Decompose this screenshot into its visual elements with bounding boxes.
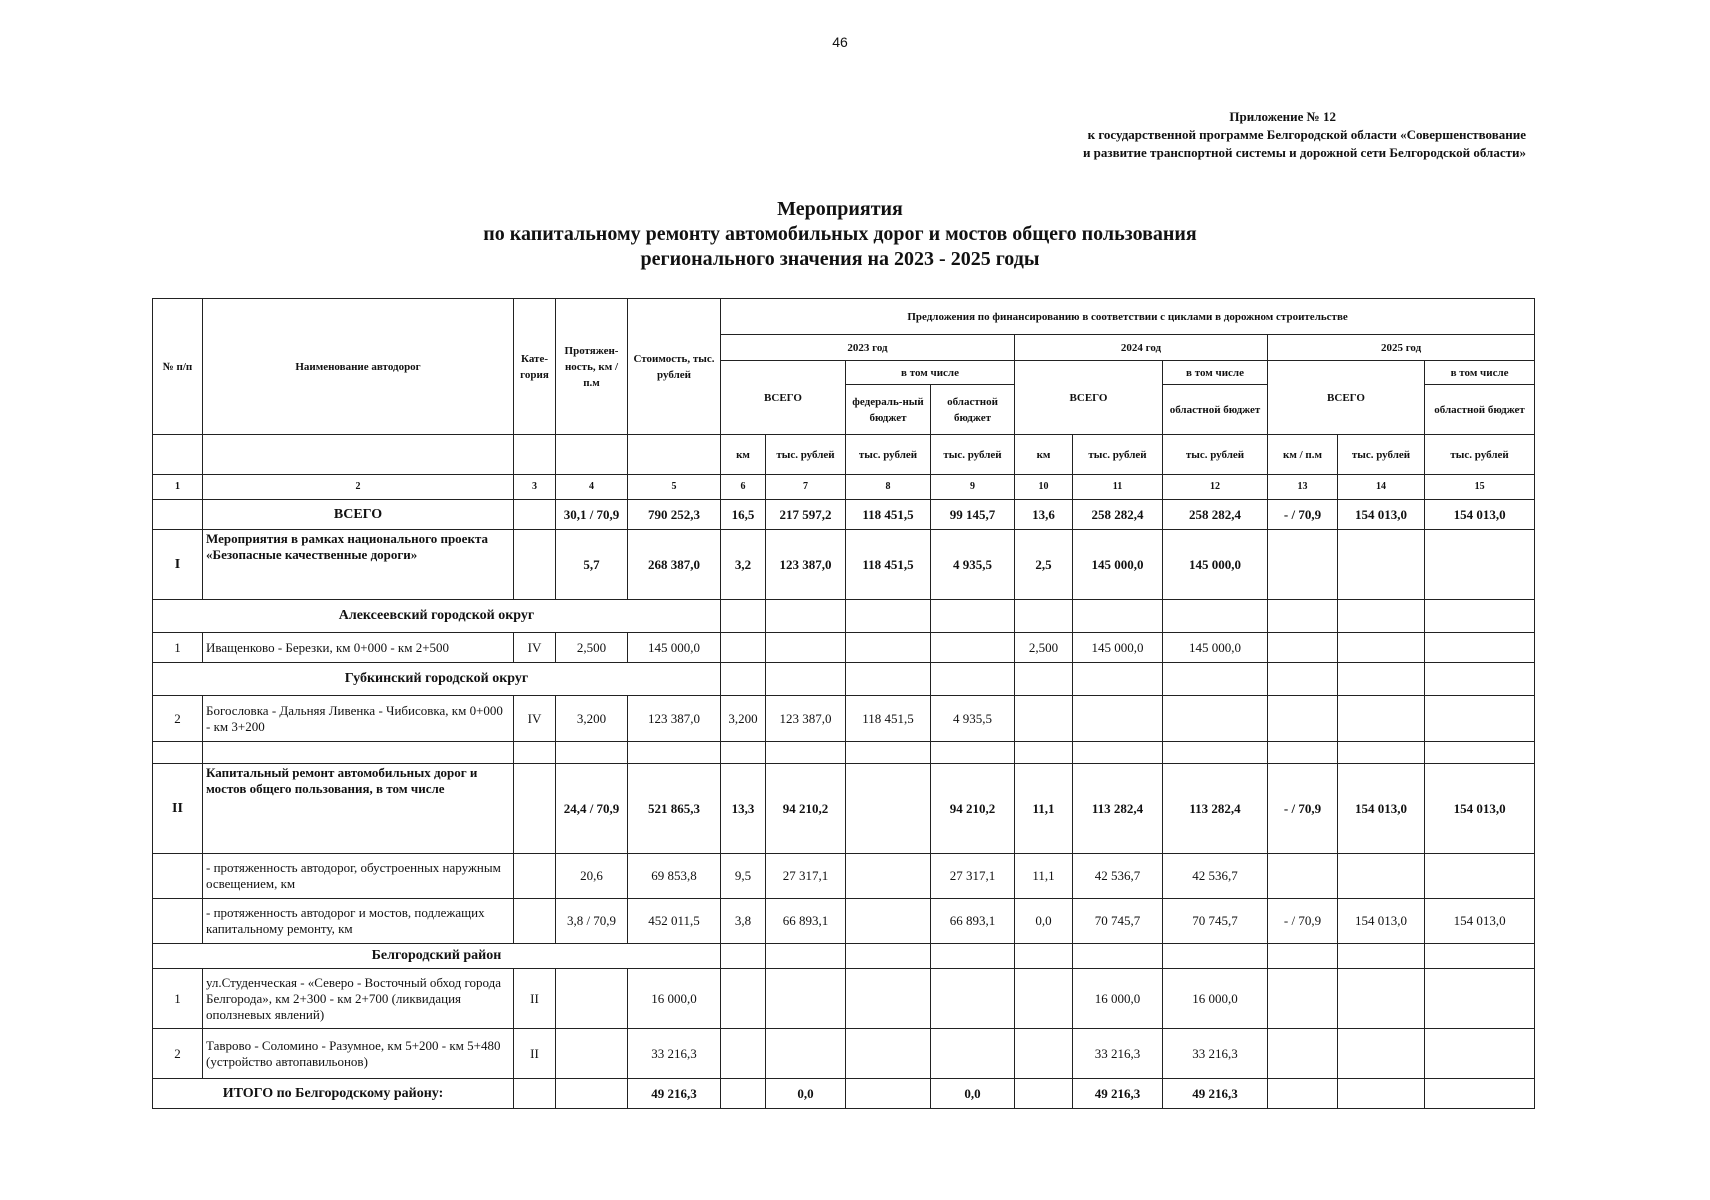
- value-cell: 268 387,0: [628, 530, 721, 600]
- title-line-2: по капитальному ремонту автомобильных дорог и мостов общего пользования: [483, 223, 1197, 245]
- empty-cell: [846, 600, 931, 633]
- unit-cell: [556, 435, 628, 475]
- value-cell: 49 216,3: [628, 1079, 721, 1109]
- appendix-title: Приложение № 12: [1229, 109, 1336, 124]
- table-row: [153, 969, 1535, 1029]
- empty-cell: [1073, 944, 1163, 969]
- row-number: [153, 899, 203, 944]
- header-2024-total: ВСЕГО: [1015, 361, 1163, 435]
- row-number: 2: [153, 1029, 203, 1079]
- value-cell: [721, 633, 766, 663]
- value-cell: 3,8 / 70,9: [556, 899, 628, 944]
- header-2023-incl: в том числе: [846, 361, 1015, 385]
- empty-cell: [1425, 944, 1535, 969]
- roads-table: [152, 298, 1535, 1109]
- table-row: [153, 1029, 1535, 1079]
- empty-cell: [766, 742, 846, 764]
- value-cell: [1425, 1079, 1535, 1109]
- value-cell: - / 70,9: [1268, 764, 1338, 854]
- district-title: Белгородский район: [153, 944, 721, 969]
- table-row: [153, 854, 1535, 899]
- value-cell: [721, 1079, 766, 1109]
- road-name: Капитальный ремонт автомобильных дорог и мостов общего пользования, в том числе: [203, 764, 514, 854]
- header-regional-2025: областной бюджет: [1425, 385, 1535, 435]
- road-name: Таврово - Соломино - Разумное, км 5+200 - км 5+480 (устройство автопавильонов): [203, 1029, 514, 1079]
- empty-cell: [846, 742, 931, 764]
- category: [514, 530, 556, 600]
- value-cell: 24,4 / 70,9: [556, 764, 628, 854]
- value-cell: 5,7: [556, 530, 628, 600]
- value-cell: 3,8: [721, 899, 766, 944]
- value-cell: [1073, 696, 1163, 742]
- value-cell: 154 013,0: [1425, 899, 1535, 944]
- value-cell: 118 451,5: [846, 530, 931, 600]
- district-row: [153, 944, 1535, 969]
- unit-th-rub: тыс. рублей: [1163, 435, 1268, 475]
- category: [514, 764, 556, 854]
- value-cell: [556, 1079, 628, 1109]
- title-line-3: регионального значения на 2023 - 2025 годы: [640, 248, 1040, 270]
- value-cell: [1425, 696, 1535, 742]
- value-cell: [514, 1079, 556, 1109]
- empty-cell: [1425, 663, 1535, 696]
- empty-cell: [721, 663, 766, 696]
- empty-cell: [1268, 742, 1338, 764]
- value-cell: 42 536,7: [1073, 854, 1163, 899]
- value-cell: 42 536,7: [1163, 854, 1268, 899]
- header-regional-2024: областной бюджет: [1163, 385, 1268, 435]
- header-financing: Предложения по финансированию в соответствии с циклами в дорожном строительстве: [721, 299, 1535, 335]
- empty-cell: [1015, 944, 1073, 969]
- value-cell: 70 745,7: [1163, 899, 1268, 944]
- value-cell: 99 145,7: [931, 500, 1015, 530]
- empty-cell: [1015, 663, 1073, 696]
- table-row: [153, 764, 1535, 854]
- value-cell: 123 387,0: [766, 696, 846, 742]
- empty-cell: [203, 742, 514, 764]
- value-cell: 16 000,0: [1163, 969, 1268, 1029]
- empty-cell: [721, 742, 766, 764]
- empty-cell: [1163, 663, 1268, 696]
- empty-cell: [1268, 663, 1338, 696]
- value-cell: 123 387,0: [628, 696, 721, 742]
- value-cell: [1268, 1079, 1338, 1109]
- document-title: [0, 197, 1680, 272]
- empty-cell: [766, 663, 846, 696]
- value-cell: [1268, 1029, 1338, 1079]
- value-cell: 145 000,0: [1163, 530, 1268, 600]
- value-cell: [846, 854, 931, 899]
- value-cell: 258 282,4: [1073, 500, 1163, 530]
- value-cell: 118 451,5: [846, 500, 931, 530]
- col-number: 6: [721, 475, 766, 500]
- unit-km-pm: км / п.м: [1268, 435, 1338, 475]
- value-cell: 790 252,3: [628, 500, 721, 530]
- value-cell: [1338, 1079, 1425, 1109]
- empty-cell: [721, 944, 766, 969]
- appendix-line-1: к государственной программе Белгородской области «Совершенствование: [1087, 127, 1526, 142]
- value-cell: 154 013,0: [1425, 764, 1535, 854]
- col-number: 11: [1073, 475, 1163, 500]
- value-cell: 258 282,4: [1163, 500, 1268, 530]
- category: [514, 854, 556, 899]
- value-cell: 13,3: [721, 764, 766, 854]
- empty-cell: [1073, 600, 1163, 633]
- empty-cell: [1338, 600, 1425, 633]
- appendix-line-2: и развитие транспортной системы и дорожной сети Белгородской области»: [1082, 145, 1526, 160]
- value-cell: 27 317,1: [931, 854, 1015, 899]
- value-cell: 113 282,4: [1163, 764, 1268, 854]
- value-cell: 4 935,5: [931, 530, 1015, 600]
- value-cell: 70 745,7: [1073, 899, 1163, 944]
- unit-cell: [203, 435, 514, 475]
- value-cell: 3,200: [721, 696, 766, 742]
- value-cell: [1268, 854, 1338, 899]
- value-cell: 145 000,0: [1073, 633, 1163, 663]
- col-number: 2: [203, 475, 514, 500]
- value-cell: 11,1: [1015, 764, 1073, 854]
- unit-th-rub: тыс. рублей: [846, 435, 931, 475]
- empty-cell: [514, 742, 556, 764]
- category: IV: [514, 696, 556, 742]
- value-cell: [1338, 854, 1425, 899]
- value-cell: 20,6: [556, 854, 628, 899]
- category: II: [514, 1029, 556, 1079]
- value-cell: 16 000,0: [628, 969, 721, 1029]
- value-cell: [1425, 530, 1535, 600]
- empty-cell: [1268, 600, 1338, 633]
- value-cell: 13,6: [1015, 500, 1073, 530]
- unit-th-rub: тыс. рублей: [1425, 435, 1535, 475]
- value-cell: 0,0: [1015, 899, 1073, 944]
- unit-th-rub: тыс. рублей: [1073, 435, 1163, 475]
- row-number: 1: [153, 969, 203, 1029]
- value-cell: 452 011,5: [628, 899, 721, 944]
- header-cost: Стоимость, тыс. рублей: [628, 299, 721, 435]
- header-2025: 2025 год: [1268, 335, 1535, 361]
- header-no: № п/п: [153, 299, 203, 435]
- value-cell: 9,5: [721, 854, 766, 899]
- road-name: ВСЕГО: [203, 500, 514, 530]
- col-number: 7: [766, 475, 846, 500]
- header-length: Протяжен-ность, км / п.м: [556, 299, 628, 435]
- value-cell: 2,5: [1015, 530, 1073, 600]
- value-cell: 154 013,0: [1338, 500, 1425, 530]
- value-cell: [846, 899, 931, 944]
- value-cell: [1268, 696, 1338, 742]
- value-cell: [1268, 530, 1338, 600]
- value-cell: [766, 969, 846, 1029]
- value-cell: [1338, 1029, 1425, 1079]
- value-cell: 0,0: [766, 1079, 846, 1109]
- value-cell: 217 597,2: [766, 500, 846, 530]
- table-row: [153, 500, 1535, 530]
- value-cell: 3,2: [721, 530, 766, 600]
- empty-cell: [931, 742, 1015, 764]
- value-cell: [1425, 633, 1535, 663]
- road-name: - протяженность автодорог, обустроенных наружным освещением, км: [203, 854, 514, 899]
- value-cell: 113 282,4: [1073, 764, 1163, 854]
- value-cell: 33 216,3: [1073, 1029, 1163, 1079]
- value-cell: [766, 633, 846, 663]
- empty-cell: [1425, 742, 1535, 764]
- category: [514, 500, 556, 530]
- category: II: [514, 969, 556, 1029]
- value-cell: - / 70,9: [1268, 500, 1338, 530]
- col-number: 3: [514, 475, 556, 500]
- road-name: Иващенково - Березки, км 0+000 - км 2+500: [203, 633, 514, 663]
- header-row-1: [153, 299, 1535, 335]
- value-cell: 16 000,0: [1073, 969, 1163, 1029]
- empty-cell: [1163, 600, 1268, 633]
- value-cell: [721, 1029, 766, 1079]
- value-cell: [1015, 1029, 1073, 1079]
- value-cell: 66 893,1: [931, 899, 1015, 944]
- value-cell: 11,1: [1015, 854, 1073, 899]
- value-cell: [1015, 696, 1073, 742]
- value-cell: [1425, 1029, 1535, 1079]
- value-cell: [931, 969, 1015, 1029]
- empty-cell: [846, 663, 931, 696]
- unit-th-rub: тыс. рублей: [766, 435, 846, 475]
- value-cell: [1268, 969, 1338, 1029]
- header-2025-total: ВСЕГО: [1268, 361, 1425, 435]
- value-cell: [1015, 1079, 1073, 1109]
- value-cell: [1338, 696, 1425, 742]
- value-cell: [1163, 696, 1268, 742]
- header-name: Наименование автодорог: [203, 299, 514, 435]
- empty-cell: [931, 600, 1015, 633]
- empty-cell: [1338, 663, 1425, 696]
- row-number: 1: [153, 633, 203, 663]
- col-number: 14: [1338, 475, 1425, 500]
- value-cell: - / 70,9: [1268, 899, 1338, 944]
- road-name: - протяженность автодорог и мостов, подлежащих капитальному ремонту, км: [203, 899, 514, 944]
- table-row: [153, 899, 1535, 944]
- col-number: 10: [1015, 475, 1073, 500]
- header-federal: федераль-ный бюджет: [846, 385, 931, 435]
- appendix-header: [1083, 108, 1526, 162]
- unit-km: км: [721, 435, 766, 475]
- empty-cell: [628, 742, 721, 764]
- col-number: 1: [153, 475, 203, 500]
- header-2024: 2024 год: [1015, 335, 1268, 361]
- empty-cell: [766, 944, 846, 969]
- category: IV: [514, 633, 556, 663]
- value-cell: 33 216,3: [1163, 1029, 1268, 1079]
- value-cell: [1425, 969, 1535, 1029]
- empty-cell: [1163, 944, 1268, 969]
- empty-cell: [931, 663, 1015, 696]
- value-cell: 30,1 / 70,9: [556, 500, 628, 530]
- title-line-1: Мероприятия: [777, 198, 903, 220]
- empty-cell: [556, 742, 628, 764]
- district-row: [153, 600, 1535, 633]
- empty-cell: [1015, 600, 1073, 633]
- value-cell: [1338, 633, 1425, 663]
- road-name: Богословка - Дальняя Ливенка - Чибисовка, км 0+000 - км 3+200: [203, 696, 514, 742]
- value-cell: [846, 764, 931, 854]
- header-2023-total: ВСЕГО: [721, 361, 846, 435]
- value-cell: 33 216,3: [628, 1029, 721, 1079]
- value-cell: 3,200: [556, 696, 628, 742]
- value-cell: [931, 1029, 1015, 1079]
- value-cell: [1268, 633, 1338, 663]
- value-cell: [846, 633, 931, 663]
- row-number: [153, 500, 203, 530]
- value-cell: 145 000,0: [1163, 633, 1268, 663]
- empty-cell: [1268, 944, 1338, 969]
- col-number: 4: [556, 475, 628, 500]
- value-cell: [931, 633, 1015, 663]
- header-2023: 2023 год: [721, 335, 1015, 361]
- value-cell: 4 935,5: [931, 696, 1015, 742]
- value-cell: 66 893,1: [766, 899, 846, 944]
- page-number: 46: [832, 34, 848, 50]
- header-units-row: [153, 435, 1535, 475]
- empty-cell: [1015, 742, 1073, 764]
- district-row: [153, 663, 1535, 696]
- empty-cell: [1073, 663, 1163, 696]
- value-cell: 123 387,0: [766, 530, 846, 600]
- table-row: [153, 696, 1535, 742]
- value-cell: 521 865,3: [628, 764, 721, 854]
- value-cell: [1338, 969, 1425, 1029]
- row-number: I: [153, 530, 203, 600]
- value-cell: [721, 969, 766, 1029]
- row-number: [153, 854, 203, 899]
- empty-cell: [153, 742, 203, 764]
- unit-km: км: [1015, 435, 1073, 475]
- column-numbers-row: [153, 475, 1535, 500]
- value-cell: 154 013,0: [1338, 899, 1425, 944]
- empty-cell: [1338, 742, 1425, 764]
- header-2024-incl: в том числе: [1163, 361, 1268, 385]
- value-cell: [766, 1029, 846, 1079]
- unit-cell: [628, 435, 721, 475]
- empty-cell: [766, 600, 846, 633]
- value-cell: [846, 1029, 931, 1079]
- header-regional-2023: областной бюджет: [931, 385, 1015, 435]
- col-number: 8: [846, 475, 931, 500]
- unit-th-rub: тыс. рублей: [931, 435, 1015, 475]
- district-title: Алексеевский городской округ: [153, 600, 721, 633]
- itogo-label: ИТОГО по Белгородскому району:: [153, 1079, 514, 1109]
- table-row: [153, 530, 1535, 600]
- empty-cell: [846, 944, 931, 969]
- value-cell: [846, 969, 931, 1029]
- value-cell: 145 000,0: [1073, 530, 1163, 600]
- value-cell: 154 013,0: [1425, 500, 1535, 530]
- value-cell: 16,5: [721, 500, 766, 530]
- value-cell: [846, 1079, 931, 1109]
- table-row: [153, 633, 1535, 663]
- value-cell: 2,500: [1015, 633, 1073, 663]
- value-cell: [556, 969, 628, 1029]
- header-category: Кате-гория: [514, 299, 556, 435]
- col-number: 15: [1425, 475, 1535, 500]
- value-cell: 49 216,3: [1163, 1079, 1268, 1109]
- col-number: 5: [628, 475, 721, 500]
- value-cell: 94 210,2: [766, 764, 846, 854]
- value-cell: 27 317,1: [766, 854, 846, 899]
- empty-cell: [1073, 742, 1163, 764]
- empty-row: [153, 742, 1535, 764]
- value-cell: 0,0: [931, 1079, 1015, 1109]
- value-cell: [556, 1029, 628, 1079]
- value-cell: [1338, 530, 1425, 600]
- district-title: Губкинский городской округ: [153, 663, 721, 696]
- empty-cell: [1163, 742, 1268, 764]
- value-cell: 94 210,2: [931, 764, 1015, 854]
- value-cell: 118 451,5: [846, 696, 931, 742]
- empty-cell: [1338, 944, 1425, 969]
- unit-th-rub: тыс. рублей: [1338, 435, 1425, 475]
- header-2025-incl: в том числе: [1425, 361, 1535, 385]
- itogo-row: [153, 1079, 1535, 1109]
- value-cell: 145 000,0: [628, 633, 721, 663]
- category: [514, 899, 556, 944]
- col-number: 9: [931, 475, 1015, 500]
- value-cell: [1015, 969, 1073, 1029]
- empty-cell: [931, 944, 1015, 969]
- unit-cell: [153, 435, 203, 475]
- col-number: 12: [1163, 475, 1268, 500]
- value-cell: 49 216,3: [1073, 1079, 1163, 1109]
- unit-cell: [514, 435, 556, 475]
- col-number: 13: [1268, 475, 1338, 500]
- value-cell: 2,500: [556, 633, 628, 663]
- empty-cell: [721, 600, 766, 633]
- value-cell: 154 013,0: [1338, 764, 1425, 854]
- row-number: II: [153, 764, 203, 854]
- road-name: Мероприятия в рамках национального проекта «Безопасные качественные дороги»: [203, 530, 514, 600]
- row-number: 2: [153, 696, 203, 742]
- empty-cell: [1425, 600, 1535, 633]
- road-name: ул.Студенческая - «Северо - Восточный обход города Белгорода», км 2+300 - км 2+700 (ликвидация оползневых явлений): [203, 969, 514, 1029]
- value-cell: 69 853,8: [628, 854, 721, 899]
- value-cell: [1425, 854, 1535, 899]
